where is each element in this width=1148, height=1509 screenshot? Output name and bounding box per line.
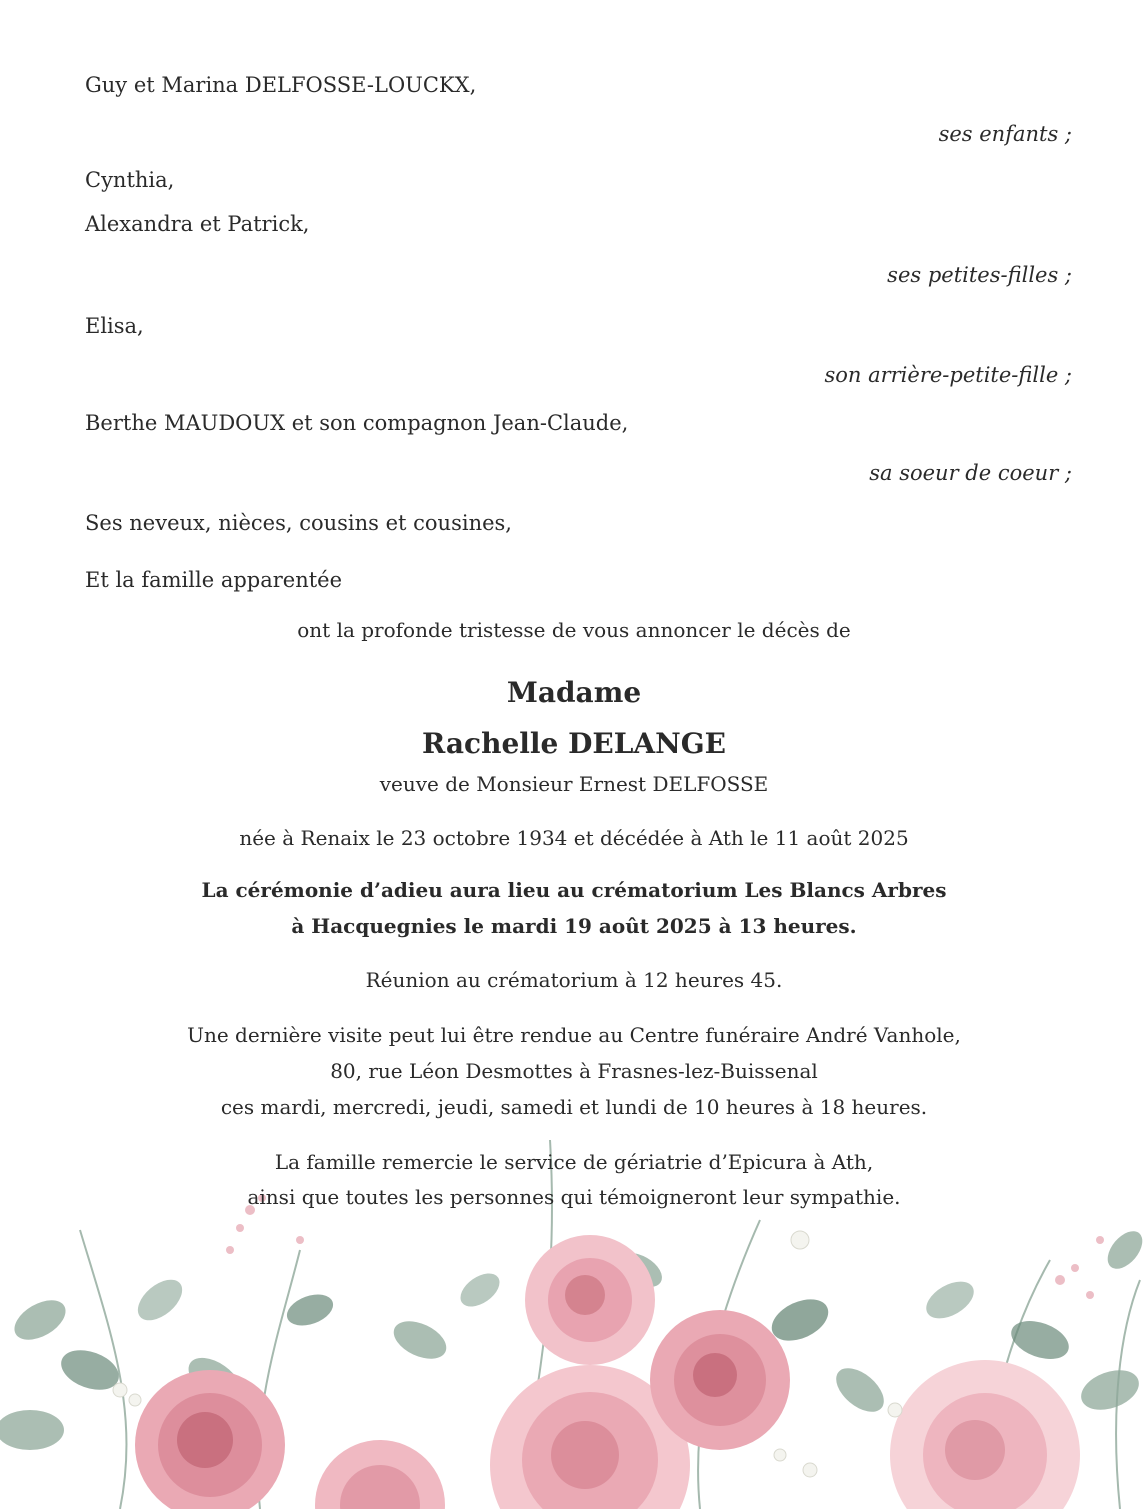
children-names: Guy et Marina DELFOSSE-LOUCKX, bbox=[85, 73, 477, 97]
rose bbox=[135, 1370, 285, 1509]
rose bbox=[315, 1440, 445, 1509]
relatives: Et la famille apparentée bbox=[85, 568, 343, 592]
children-role: ses enfants ; bbox=[938, 122, 1072, 146]
great-granddaughter-name: Elisa, bbox=[85, 314, 144, 338]
thanks-line: La famille remercie le service de gériatrie d’Epicura à Ath, bbox=[274, 1150, 874, 1174]
widow-of: veuve de Monsieur Ernest DELFOSSE bbox=[379, 772, 769, 796]
meeting-time: Réunion au crématorium à 12 heures 45. bbox=[365, 968, 783, 992]
visit-schedule: ces mardi, mercredi, jeudi, samedi et lundi de 10 heures à 18 heures. bbox=[220, 1095, 928, 1119]
visit-line: Une dernière visite peut lui être rendue au Centre funéraire André Vanhole, bbox=[187, 1023, 961, 1047]
announcement-intro: ont la profonde tristesse de vous annoncer le décès de bbox=[297, 618, 851, 642]
deceased-name: Rachelle DELANGE bbox=[422, 727, 726, 760]
rose bbox=[650, 1310, 790, 1450]
extended-family: Ses neveux, nièces, cousins et cousines, bbox=[85, 511, 512, 535]
deceased-salutation: Madame bbox=[506, 676, 642, 709]
thanks-line: ainsi que toutes les personnes qui témoigneront leur sympathie. bbox=[247, 1185, 901, 1209]
rose bbox=[525, 1235, 655, 1365]
visit-address: 80, rue Léon Desmottes à Frasnes-lez-Buissenal bbox=[330, 1059, 818, 1083]
granddaughters-role: ses petites-filles ; bbox=[887, 263, 1072, 287]
birth-death-dates: née à Renaix le 23 octobre 1934 et décédée à Ath le 11 août 2025 bbox=[239, 826, 909, 850]
ceremony-line: La cérémonie d’adieu aura lieu au crématorium Les Blancs Arbres bbox=[201, 878, 947, 902]
granddaughter-name: Cynthia, bbox=[85, 168, 175, 192]
great-granddaughter-role: son arrière-petite-fille ; bbox=[824, 363, 1072, 387]
rose bbox=[890, 1360, 1080, 1509]
sister-role: sa soeur de coeur ; bbox=[869, 461, 1072, 485]
ceremony-line: à Hacquegnies le mardi 19 août 2025 à 13 heures. bbox=[291, 914, 857, 938]
sister-name: Berthe MAUDOUX et son compagnon Jean-Claude, bbox=[85, 411, 629, 435]
roses bbox=[135, 1235, 1080, 1509]
granddaughter-name: Alexandra et Patrick, bbox=[85, 212, 310, 236]
